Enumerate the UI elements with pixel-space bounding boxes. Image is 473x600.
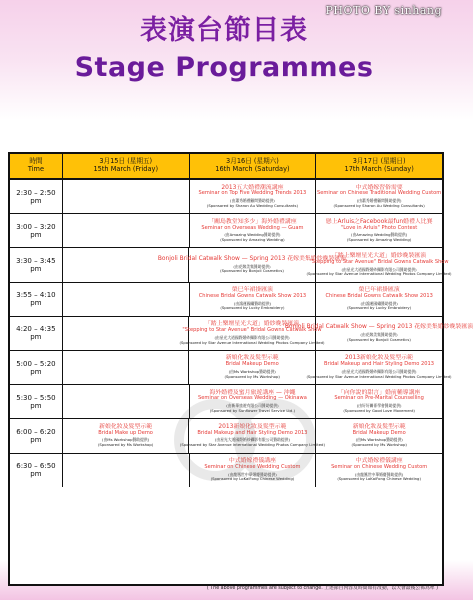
sponsor-note: (由鴻運國繡贊助提供) (Sponsored by Lucky Embroidery)	[220, 300, 285, 311]
programme-title-cn: 中式婚嫁禮儀講座	[228, 458, 276, 465]
programme-cell	[316, 214, 442, 247]
header-day-cn: 3月17日 (星期日)	[352, 157, 406, 166]
sponsor-note: (由蕭秀婚禮顧問贊助提供) (Sponsored by Sharon Au Wedding Consultants)	[206, 198, 298, 208]
programme-title-cn: 2013新娘化妝及髮型示範	[344, 355, 413, 362]
programme-title-cn: 2013新娘化妝及髮型示範	[218, 423, 287, 430]
programme-title-cn: 「向你說的甜言」婚前輔導講座	[337, 389, 421, 396]
table-row	[10, 351, 452, 385]
programme-cell	[306, 248, 452, 281]
sponsor-note: (由龍鳳世中華婚慶贊助提供) (Sponsored by LoKaiFong Chinese Wedding)	[210, 471, 295, 482]
table-row	[10, 283, 442, 317]
sponsor-note: (由好好關係學會贊助提供) (Sponsored by Good Love Movement)	[343, 403, 415, 414]
table-row	[10, 419, 442, 453]
programme-title-en: Seminar on Chinese Wedding Custom	[204, 463, 301, 470]
header-day-en: 16th March (Saturday)	[215, 165, 290, 173]
header-time	[10, 154, 63, 178]
programme-cell	[190, 454, 317, 487]
sponsor-note: (由星光大道國際婚紗攝影有限公司贊助提供) (Sponsored by Star Avenue International Wedding Photos Company Limited)	[306, 266, 452, 277]
programme-title-en: Chinese Bridal Gowns Catwalk Show 2013	[198, 292, 307, 299]
programme-title-cn: 新娘化妝及髮型示範	[352, 423, 406, 430]
programme-cell	[190, 283, 317, 316]
programme-title-en: Seminar on Chinese Traditional Wedding Custom	[317, 190, 442, 197]
programme-cell	[63, 214, 190, 247]
header-time-en: Time	[27, 165, 44, 173]
programme-cell	[63, 351, 190, 384]
sponsor-note: (由蕭秀婚禮顧問贊助提供) (Sponsored by Sharon Au Wedding Consultants)	[333, 198, 425, 208]
programme-cell	[284, 317, 473, 350]
time-cell: 5:30 – 5:50 pm	[10, 385, 63, 418]
header-day-en: 17th March (Sunday)	[344, 165, 414, 173]
header-time-cn: 時間	[29, 157, 43, 166]
programme-title-cn: 新娘化妝及髮型示範	[99, 423, 153, 430]
programme-title-en: Bridal Makeup and Hair Styling Demo 2013	[197, 429, 308, 436]
sponsor-note: (由Amazing Wedding贊助提供) (Sponsored by Amazing Wedding)	[346, 232, 412, 243]
programme-title-cn: Bonjoli Bridal Catwalk Show — Spring 2013 花嫁美集婚紗晚裝匯演	[284, 324, 473, 331]
sponsor-note: (由鴻運國繡贊助提供) (Sponsored by Lucky Embroidery)	[347, 300, 412, 311]
programme-title-en: Seminar on Chinese Wedding Custom	[331, 463, 428, 470]
programme-cell	[157, 248, 347, 281]
programme-cell	[63, 317, 189, 350]
programme-cell	[179, 419, 325, 452]
sponsor-note: (由龍鳳世中華婚慶贊助提供) (Sponsored by LoKaiFong Chinese Wedding)	[337, 471, 421, 482]
programme-cell	[190, 385, 317, 418]
programme-title-cn: 新娘化妝及髮型示範	[225, 355, 279, 362]
time-cell: 6:30 – 6:50 pm	[10, 454, 63, 487]
programme-cell	[190, 180, 317, 213]
programme-cell	[63, 283, 190, 316]
table-row	[10, 317, 473, 351]
programme-title-cn: Bonjoli Bridal Catwalk Show — Spring 2013 花嫁美集婚紗晚裝匯演	[157, 255, 347, 262]
programme-title-cn: 榮巳年裙掛匯演	[231, 287, 274, 294]
programme-table	[8, 152, 473, 586]
table-row	[10, 180, 442, 214]
time-cell: 4:20 – 4:35 pm	[10, 317, 63, 350]
time-cell: 3:55 – 4:10 pm	[10, 283, 63, 316]
time-cell: 5:00 – 5:20 pm	[10, 351, 63, 384]
sponsor-note: (由新華旅遊有限公司贊助提供) (Sponsored by Sunflower Travel Service Ltd.)	[209, 403, 296, 414]
programme-title-en: "Stepping to Star Avenue" Bridal Gowns Catwalk Show	[309, 258, 449, 265]
table-body	[10, 180, 473, 487]
table-row	[10, 454, 442, 487]
sponsor-note: (由Ms Workshop贊助提供) (Sponsored by Ms Workshop)	[224, 369, 280, 379]
sponsor-note: (由Ms Workshop贊助提供) (Sponsored by Ms Workshop)	[97, 437, 154, 448]
table-row	[10, 214, 442, 248]
programme-cell	[63, 454, 190, 487]
header-day-cn: 3月16日 (星期六)	[226, 157, 279, 166]
sponsor-note: (由星光大道國際婚紗攝影有限公司贊助提供) (Sponsored by Star Avenue International Wedding Photos Company Limited)	[179, 334, 325, 345]
header-day-cn: 3月15日 (星期五)	[99, 157, 153, 166]
programme-cell	[316, 454, 442, 487]
programme-title-en: Chinese Bridal Gowns Catwalk Show 2013	[325, 292, 433, 299]
page-title-english: Stage Programmes	[74, 52, 374, 83]
table-row	[10, 248, 452, 282]
programme-title-cn: 2013五大婚禮潮流講座	[221, 184, 284, 191]
programme-title-cn: 榮巳年裙掛匯演	[358, 287, 400, 294]
header-day-saturday	[190, 154, 317, 178]
time-cell: 3:30 – 3:45 pm	[10, 248, 63, 281]
programme-title-en: Bridal Makeup Demo	[352, 429, 406, 436]
programme-title-cn: 戀上Arluis之Facebook最fun婚禮人比賽	[325, 218, 433, 225]
time-cell: 3:00 – 3:20 pm	[10, 214, 63, 247]
page-title-chinese: 表演台節目表	[140, 15, 308, 46]
programme-cell	[316, 385, 442, 418]
programme-cell	[316, 180, 442, 213]
programme-title-cn: 中式婚嫁禮儀講座	[355, 458, 403, 465]
programme-cell	[179, 317, 325, 350]
footnote: ( The above programmes are subject to change. 上述節目內容及時間如有改動，以大會最後公佈為準 )	[206, 586, 438, 591]
programme-title-cn: 「踏上樂壇星光大道」婚紗晚裝匯演	[331, 252, 427, 259]
programme-title-cn: 「踏上樂壇星光大道」婚紗晚裝匯演	[204, 321, 300, 328]
programme-title-en: Seminar on Overseas Wedding — Guam	[201, 224, 304, 231]
header-day-friday	[63, 154, 190, 178]
programme-title-en: Bridal Make up Demo	[98, 429, 153, 436]
programme-title-cn: 「關島教堂知多少」海外婚禮講座	[208, 218, 297, 225]
programme-cell	[63, 180, 190, 213]
programme-cell	[306, 351, 452, 384]
sponsor-note: (由Amazing Wedding贊助提供) (Sponsored by Amazing Wedding)	[220, 232, 285, 243]
programme-title-en: "Love in Arluis" Photo Contest	[340, 224, 418, 231]
programme-title-en: Bridal Makeup Demo	[225, 361, 279, 368]
programme-title-cn: 海外婚禮及蜜月旅遊講座 — 沖繩	[209, 389, 296, 396]
programme-cell	[63, 248, 189, 281]
programme-cell	[316, 283, 442, 316]
time-cell: 2:30 – 2:50 pm	[10, 180, 63, 213]
programme-cell	[190, 214, 317, 247]
header-day-sunday	[316, 154, 442, 178]
programme-title-en: Seminar on Overseas Wedding — Okinawa	[198, 395, 307, 402]
table-header-row	[10, 154, 442, 180]
programme-cell	[189, 351, 316, 384]
table-row	[10, 385, 442, 419]
photo-credit: PHOTO BY sinhang	[325, 4, 442, 17]
programme-cell	[63, 419, 190, 452]
sponsor-note: (由花嫁美集贊助提供) (Sponsored by Bonjoli Cosmetics)	[220, 263, 284, 274]
programme-title-en: Seminar on Pre-Marital Counselling	[334, 395, 424, 402]
programme-cell	[63, 385, 190, 418]
sponsor-note: (由星光大道國際婚紗攝影有限公司贊助提供) (Sponsored by Star Avenue International Wedding Photos Company Limited)	[179, 437, 325, 448]
programme-title-en: Bridal Makeup and Hair Styling Demo 2013	[323, 361, 435, 368]
sponsor-note: (由Ms Workshop贊助提供) (Sponsored by Ms Workshop)	[351, 437, 407, 448]
programme-title-cn: 中式婚嫁習俗需要	[355, 184, 403, 191]
programme-cell	[316, 419, 442, 452]
header-day-en: 15th March (Friday)	[93, 165, 159, 173]
time-cell: 6:00 – 6:20 pm	[10, 419, 63, 452]
programme-title-en: Seminar on Top Five Wedding Trends 2013	[198, 190, 307, 197]
sponsor-note: (由星光大道國際婚紗攝影有限公司贊助提供) (Sponsored by Star Avenue International Wedding Photos Company Limited)	[306, 369, 452, 379]
programme-title-en: "Stepping to Star Avenue" Bridal Gowns Catwalk Show	[182, 327, 322, 334]
sponsor-note: (由花嫁美集贊助提供) (Sponsored by Bonjoli Cosmetics)	[347, 332, 411, 342]
